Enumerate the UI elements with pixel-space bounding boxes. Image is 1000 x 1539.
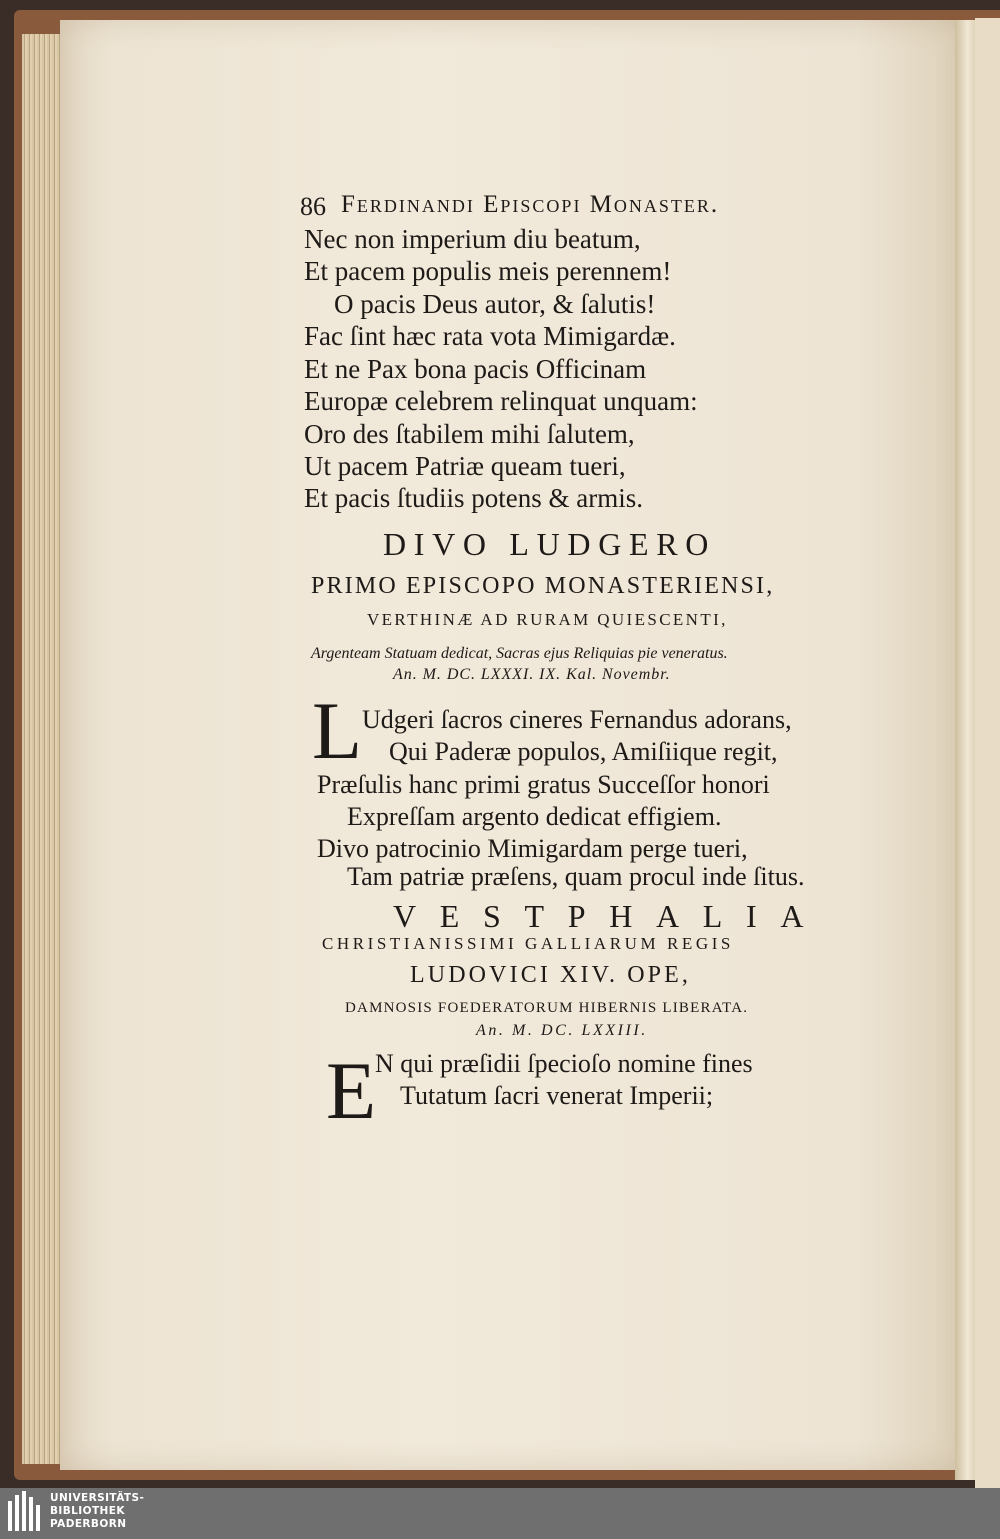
- library-footer: [0, 1488, 1000, 1539]
- poem-line: Et pacem populis meis perennem!: [304, 256, 672, 286]
- library-logo-text: [50, 1492, 144, 1531]
- date-line: An. M. DC. LXXIII.: [476, 1022, 648, 1039]
- poem-line: Qui Paderæ populos, Amiſiique regit,: [389, 737, 778, 766]
- section-subtitle: PRIMO EPISCOPO MONASTERIENSI,: [311, 573, 775, 599]
- section-subtitle: CHRISTIANISSIMI GALLIARUM REGIS: [322, 934, 734, 953]
- logo-line: PADERBORN: [50, 1518, 127, 1530]
- poem-line: Divo patrocinio Mimigardam perge tueri,: [317, 834, 748, 863]
- page-number: 86: [300, 192, 326, 221]
- section-title: DIVO LUDGERO: [383, 526, 717, 562]
- poem-line: Ut pacem Patriæ queam tueri,: [304, 451, 626, 481]
- section-subtitle: LUDOVICI XIV. OPE,: [410, 962, 692, 988]
- dedication-line: Argenteam Statuam dedicat, Sacras ejus Reliquias pie veneratus.: [311, 645, 728, 662]
- logo-line: UNIVERSITÄTS-: [50, 1492, 145, 1504]
- date-line: An. M. DC. LXXXI. IX. Kal. Novembr.: [393, 666, 671, 683]
- library-logo-icon: [6, 1493, 40, 1535]
- poem-line: Udgeri ſacros cineres Fernandus adorans,: [362, 705, 792, 734]
- poem-line: Nec non imperium diu beatum,: [304, 224, 641, 254]
- poem-line: Et pacis ſtudiis potens & armis.: [304, 483, 643, 513]
- poem-line: Tutatum ſacri venerat Imperii;: [400, 1081, 714, 1110]
- section-subtitle: DAMNOSIS FOEDERATORUM HIBERNIS LIBERATA.: [345, 1000, 749, 1016]
- logo-line: BIBLIOTHEK: [50, 1505, 125, 1517]
- drop-initial: E: [326, 1045, 377, 1136]
- facing-page-edge: [975, 18, 1000, 1488]
- poem-line: Tam patriæ præſens, quam procul inde ſitus.: [347, 862, 805, 891]
- poem-line: O pacis Deus autor, & ſalutis!: [334, 289, 656, 319]
- poem-line: N qui præſidii ſpecioſo nomine fines: [375, 1049, 753, 1078]
- section-subtitle: VERTHINÆ AD RURAM QUIESCENTI,: [367, 610, 728, 629]
- poem-line: Præſulis hanc primi gratus Succeſſor honori: [317, 770, 770, 799]
- poem-line: Fac ſint hæc rata vota Mimigardæ.: [304, 321, 676, 351]
- poem-line: Expreſſam argento dedicat effigiem.: [347, 802, 722, 831]
- poem-line: Oro des ſtabilem mihi ſalutem,: [304, 419, 635, 449]
- running-title: Ferdinandi Episcopi Monaster.: [341, 191, 720, 218]
- section-title: VESTPHALIA: [393, 898, 828, 934]
- drop-initial: L: [312, 685, 363, 776]
- poem-line: Europæ celebrem relinquat unquam:: [304, 386, 698, 416]
- poem-line: Et ne Pax bona pacis Officinam: [304, 354, 647, 384]
